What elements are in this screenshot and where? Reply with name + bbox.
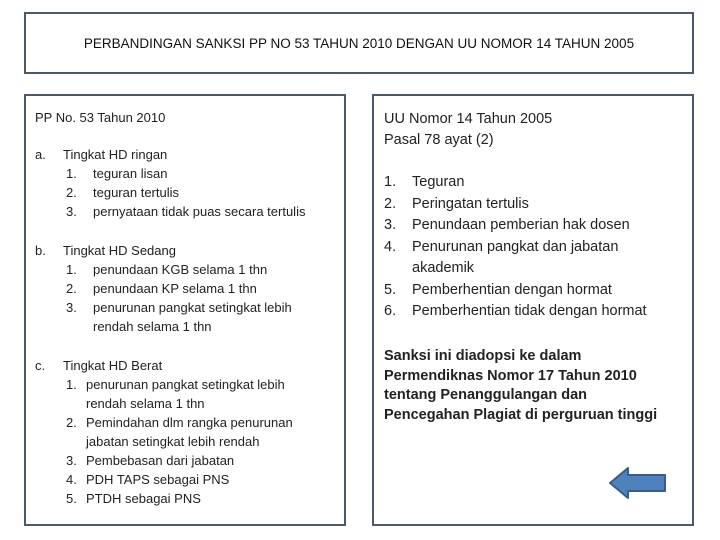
list-item-text: Penurunan pangkat dan jabatan [412,238,619,255]
section-label: Tingkat HD Berat [63,358,163,373]
list-item-text: jabatan setingkat lebih rendah [86,434,260,449]
list-item-text: penurunan pangkat setingkat lebih [86,377,285,392]
right-heading-line2: Pasal 78 ayat (2) [384,132,494,148]
note-line: tentang Penanggulangan dan [384,387,588,403]
list-item-number: 4. [66,472,77,487]
list-item-number: 2. [66,185,77,200]
list-item-text: PDH TAPS sebagai PNS [86,472,230,487]
list-item-number: 1. [66,166,77,181]
section-marker: b. [35,243,46,258]
right-heading-line1: UU Nomor 14 Tahun 2005 [384,111,553,127]
list-item-number: 2. [66,415,77,430]
left-heading: PP No. 53 Tahun 2010 [35,110,166,125]
list-item-text: PTDH sebagai PNS [86,491,201,506]
list-item-text: Teguran [412,174,465,190]
section-marker: c. [35,358,46,373]
title-box [24,12,694,74]
list-item-number: 5. [384,281,397,298]
section-marker: a. [35,147,46,162]
list-item-text: penundaan KGB selama 1 thn [93,262,268,277]
list-item-number: 5. [66,491,77,506]
list-item-text: teguran tertulis [93,185,179,200]
list-item-text: Peringatan tertulis [412,195,529,212]
list-item-text: penundaan KP selama 1 thn [93,281,257,296]
list-item-text: penurunan pangkat setingkat lebih [93,300,292,315]
list-item-text: Penundaan pemberian hak dosen [412,217,630,233]
right-panel [372,94,694,526]
list-item-text: Pembebasan dari jabatan [86,453,235,468]
list-item-number: 1. [384,174,397,190]
list-item-number: 2. [384,195,397,212]
section-label: Tingkat HD Sedang [63,243,176,258]
list-item-number: 1. [66,377,77,392]
note-line: Permendiknas Nomor 17 Tahun 2010 [384,367,637,384]
note-line: Sanksi ini diadopsi ke dalam [384,348,582,364]
list-item-number: 3. [66,453,77,468]
list-item-number: 3. [66,204,77,219]
list-item-text: Pemberhentian dengan hormat [412,281,612,298]
list-item-number: 3. [384,217,397,233]
list-item-text: pernyataan tidak puas secara tertulis [93,204,306,219]
note-line: Pencegahan Plagiat di perguruan tinggi [384,406,658,423]
list-item-number: 1. [66,262,77,277]
list-item-text: rendah selama 1 thn [86,396,205,411]
list-item-number: 3. [66,300,77,315]
back-arrow-icon[interactable] [608,466,668,500]
list-item-text: Pemindahan dlm rangka penurunan [86,415,293,430]
list-item-text: Pemberhentian tidak dengan hormat [412,303,647,319]
list-item-text: rendah selama 1 thn [93,319,212,334]
list-item-number: 2. [66,281,77,296]
left-panel [24,94,346,526]
list-item-number: 6. [384,303,397,319]
slide-title: PERBANDINGAN SANKSI PP NO 53 TAHUN 2010 DENGAN UU NOMOR 14 TAHUN 2005 [83,36,635,51]
list-item-text: teguran lisan [93,166,168,181]
section-label: Tingkat HD ringan [63,147,168,162]
list-item-number: 4. [384,238,397,255]
list-item-text: akademik [412,260,475,276]
